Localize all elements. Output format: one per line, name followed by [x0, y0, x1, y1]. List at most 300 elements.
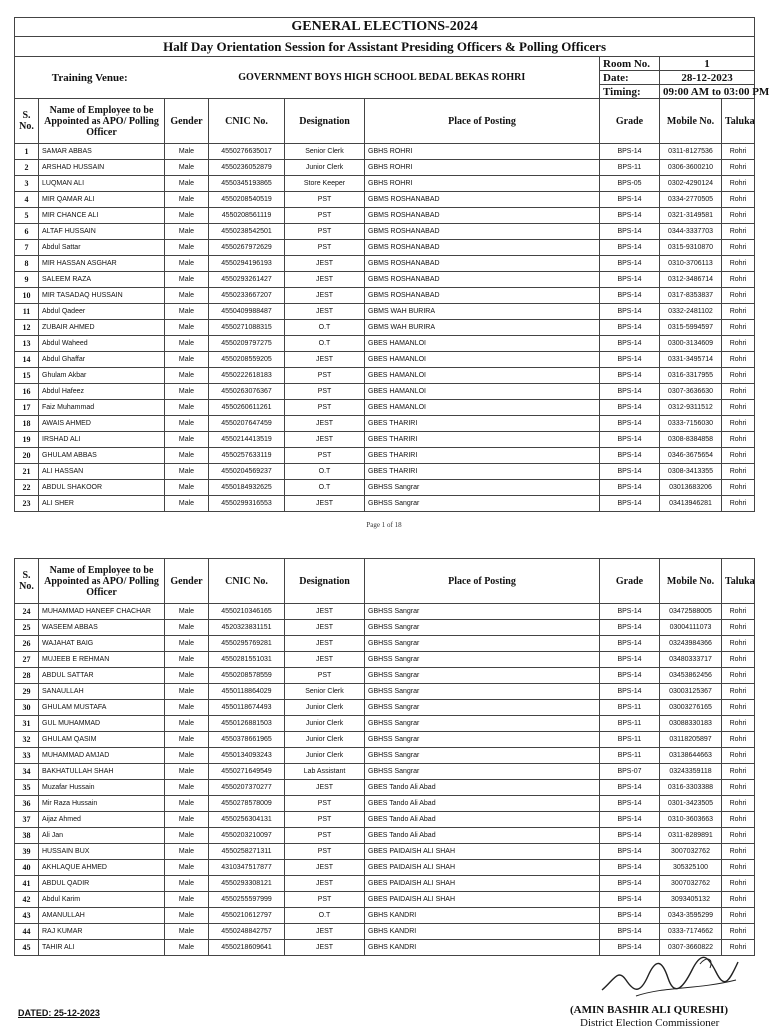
continuation-table — [14, 558, 755, 956]
cell-sno: 16 — [15, 384, 39, 400]
cell-cnic: 4550409988487 — [209, 304, 285, 320]
col-posting: Place of Posting — [365, 99, 600, 144]
table-row — [15, 668, 755, 684]
col-cnic: CNIC No. — [209, 559, 285, 604]
cell-taluka: Rohri — [722, 352, 755, 368]
cell-designation: Junior Clerk — [285, 748, 365, 764]
cell-posting: GBHS ROHRI — [365, 144, 600, 160]
cell-name: SANAULLAH — [39, 684, 165, 700]
cell-posting: GBHS ROHRI — [365, 160, 600, 176]
col-mobile: Mobile No. — [660, 559, 722, 604]
cell-sno: 45 — [15, 940, 39, 956]
cell-mobile: 0316-3303388 — [660, 780, 722, 796]
cell-designation: PST — [285, 892, 365, 908]
cell-grade: BPS-14 — [600, 604, 660, 620]
cell-grade: BPS-14 — [600, 352, 660, 368]
cell-taluka: Rohri — [722, 876, 755, 892]
cell-designation: JEST — [285, 780, 365, 796]
cell-posting: GBES HAMANLOI — [365, 400, 600, 416]
table-row — [15, 400, 755, 416]
cell-taluka: Rohri — [722, 604, 755, 620]
cell-posting: GBMS ROSHANABAD — [365, 192, 600, 208]
cell-name: ABDUL SATTAR — [39, 668, 165, 684]
table-row — [15, 288, 755, 304]
cell-name: Ali Jan — [39, 828, 165, 844]
cell-taluka: Rohri — [722, 812, 755, 828]
cell-sno: 27 — [15, 652, 39, 668]
cell-grade: BPS-05 — [600, 176, 660, 192]
cell-name: Faiz Muhammad — [39, 400, 165, 416]
cell-mobile: 0306-3600210 — [660, 160, 722, 176]
cell-gender: Male — [165, 304, 209, 320]
cell-grade: BPS-14 — [600, 780, 660, 796]
cell-cnic: 4550378661965 — [209, 732, 285, 748]
cell-cnic: 4550255597999 — [209, 892, 285, 908]
table-row — [15, 604, 755, 620]
cell-grade: BPS-14 — [600, 192, 660, 208]
employee-rows-page-1 — [15, 144, 755, 512]
cell-mobile: 0315-9310870 — [660, 240, 722, 256]
date-label: Date: — [600, 71, 660, 85]
table-row — [15, 480, 755, 496]
cell-posting: GBHS KANDRI — [365, 908, 600, 924]
cell-posting: GBES PAIDAISH ALI SHAH — [365, 860, 600, 876]
cell-cnic: 4550345193865 — [209, 176, 285, 192]
cell-designation: JEST — [285, 352, 365, 368]
cell-gender: Male — [165, 828, 209, 844]
cell-gender: Male — [165, 892, 209, 908]
col-designation: Designation — [285, 559, 365, 604]
cell-taluka: Rohri — [722, 496, 755, 512]
cell-grade: BPS-14 — [600, 448, 660, 464]
cell-sno: 28 — [15, 668, 39, 684]
table-row — [15, 384, 755, 400]
cell-sno: 14 — [15, 352, 39, 368]
cell-designation: Junior Clerk — [285, 716, 365, 732]
cell-grade: BPS-14 — [600, 416, 660, 432]
cell-posting: GBES THARIRI — [365, 448, 600, 464]
cell-grade: BPS-14 — [600, 892, 660, 908]
table-row — [15, 432, 755, 448]
cell-name: ALI SHER — [39, 496, 165, 512]
cell-posting: GBMS ROSHANABAD — [365, 288, 600, 304]
cell-taluka: Rohri — [722, 320, 755, 336]
cell-cnic: 4550294196193 — [209, 256, 285, 272]
cell-cnic: 4550207370277 — [209, 780, 285, 796]
cell-grade: BPS-14 — [600, 620, 660, 636]
cell-cnic: 4550210612797 — [209, 908, 285, 924]
cell-designation: JEST — [285, 256, 365, 272]
venue-value: GOVERNMENT BOYS HIGH SCHOOL BEDAL BEKAS ROHRI — [165, 57, 600, 99]
cell-gender: Male — [165, 256, 209, 272]
cell-cnic: 4550126881503 — [209, 716, 285, 732]
col-grade: Grade — [600, 99, 660, 144]
cell-taluka: Rohri — [722, 828, 755, 844]
cell-name: BAKHATULLAH SHAH — [39, 764, 165, 780]
cell-gender: Male — [165, 496, 209, 512]
cell-name: Abdul Ghaffar — [39, 352, 165, 368]
signature-icon — [596, 950, 746, 1002]
cell-mobile: 03472588005 — [660, 604, 722, 620]
col-name: Name of Employee to be Appointed as APO/ Polling Officer — [39, 99, 165, 144]
cell-sno: 35 — [15, 780, 39, 796]
cell-designation: O.T — [285, 480, 365, 496]
cell-gender: Male — [165, 636, 209, 652]
cell-posting: GBMS ROSHANABAD — [365, 208, 600, 224]
cell-mobile: 3007032762 — [660, 876, 722, 892]
cell-taluka: Rohri — [722, 176, 755, 192]
cell-mobile: 03003276165 — [660, 700, 722, 716]
cell-name: TAHIR ALI — [39, 940, 165, 956]
cell-sno: 43 — [15, 908, 39, 924]
cell-cnic: 4550248842757 — [209, 924, 285, 940]
col-designation: Designation — [285, 99, 365, 144]
cell-name: GUL MUHAMMAD — [39, 716, 165, 732]
cell-posting: GBHSS Sangrar — [365, 764, 600, 780]
cell-mobile: 0315-5994597 — [660, 320, 722, 336]
cell-name: ABDUL SHAKOOR — [39, 480, 165, 496]
cell-mobile: 0301-3423505 — [660, 796, 722, 812]
cell-mobile: 0307-3660822 — [660, 940, 722, 956]
cell-grade: BPS-14 — [600, 496, 660, 512]
cell-cnic: 4550236052879 — [209, 160, 285, 176]
cell-grade: BPS-14 — [600, 208, 660, 224]
cell-mobile: 03088330183 — [660, 716, 722, 732]
col-taluka: Taluka — [722, 559, 755, 604]
cell-sno: 18 — [15, 416, 39, 432]
cell-grade: BPS-14 — [600, 400, 660, 416]
table-row — [15, 304, 755, 320]
cell-grade: BPS-14 — [600, 224, 660, 240]
cell-cnic: 4550218609641 — [209, 940, 285, 956]
cell-grade: BPS-14 — [600, 908, 660, 924]
cell-gender: Male — [165, 368, 209, 384]
cell-sno: 22 — [15, 480, 39, 496]
cell-mobile: 0311-8127536 — [660, 144, 722, 160]
cell-taluka: Rohri — [722, 636, 755, 652]
cell-cnic: 4550260611261 — [209, 400, 285, 416]
cell-name: GHULAM ABBAS — [39, 448, 165, 464]
table-row — [15, 684, 755, 700]
cell-grade: BPS-14 — [600, 860, 660, 876]
cell-cnic: 4550293308121 — [209, 876, 285, 892]
cell-taluka: Rohri — [722, 240, 755, 256]
cell-mobile: 0300-3134609 — [660, 336, 722, 352]
cell-gender: Male — [165, 700, 209, 716]
cell-designation: JEST — [285, 652, 365, 668]
cell-cnic: 4550208540519 — [209, 192, 285, 208]
cell-posting: GBMS ROSHANABAD — [365, 256, 600, 272]
cell-designation: O.T — [285, 320, 365, 336]
cell-mobile: 0312-9311512 — [660, 400, 722, 416]
cell-sno: 1 — [15, 144, 39, 160]
cell-cnic: 4550210346165 — [209, 604, 285, 620]
cell-grade: BPS-14 — [600, 796, 660, 812]
cell-grade: BPS-14 — [600, 684, 660, 700]
cell-designation: JEST — [285, 876, 365, 892]
cell-posting: GBES PAIDAISH ALI SHAH — [365, 892, 600, 908]
cell-name: Abdul Hafeez — [39, 384, 165, 400]
cell-sno: 41 — [15, 876, 39, 892]
room-value: 1 — [660, 57, 755, 71]
table-row — [15, 320, 755, 336]
cell-mobile: 03003125367 — [660, 684, 722, 700]
cell-grade: BPS-14 — [600, 812, 660, 828]
cell-taluka: Rohri — [722, 400, 755, 416]
cell-posting: GBHS ROHRI — [365, 176, 600, 192]
employee-rows-page-2 — [15, 604, 755, 956]
cell-mobile: 03243984366 — [660, 636, 722, 652]
cell-gender: Male — [165, 288, 209, 304]
dated-label: DATED: 25-12-2023 — [18, 1008, 100, 1018]
cell-gender: Male — [165, 272, 209, 288]
cell-sno: 38 — [15, 828, 39, 844]
cell-name: MIR CHANCE ALI — [39, 208, 165, 224]
table-row — [15, 272, 755, 288]
cell-name: ZUBAIR AHMED — [39, 320, 165, 336]
cell-designation: PST — [285, 668, 365, 684]
cell-posting: GBES HAMANLOI — [365, 352, 600, 368]
cell-mobile: 0333-7174662 — [660, 924, 722, 940]
cell-name: GHULAM QASIM — [39, 732, 165, 748]
cell-name: MIR QAMAR ALI — [39, 192, 165, 208]
cell-gender: Male — [165, 940, 209, 956]
table-row — [15, 764, 755, 780]
page-number: Page 1 of 18 — [366, 521, 402, 529]
cell-gender: Male — [165, 416, 209, 432]
cell-gender: Male — [165, 748, 209, 764]
cell-sno: 24 — [15, 604, 39, 620]
table-row — [15, 448, 755, 464]
timing-value: 09:00 AM to 03:00 PM — [660, 85, 755, 99]
cell-designation: JEST — [285, 604, 365, 620]
signatory-title: District Election Commissioner — [580, 1017, 720, 1029]
cell-mobile: 0317-8353837 — [660, 288, 722, 304]
col-grade: Grade — [600, 559, 660, 604]
cell-posting: GBMS ROSHANABAD — [365, 224, 600, 240]
page-2 — [14, 558, 754, 956]
cell-sno: 13 — [15, 336, 39, 352]
cell-grade: BPS-14 — [600, 256, 660, 272]
cell-posting: GBHSS Sangrar — [365, 732, 600, 748]
cell-gender: Male — [165, 400, 209, 416]
cell-posting: GBHS KANDRI — [365, 924, 600, 940]
col-taluka: Taluka — [722, 99, 755, 144]
cell-mobile: 0310-3706113 — [660, 256, 722, 272]
cell-posting: GBES PAIDAISH ALI SHAH — [365, 844, 600, 860]
header-table — [14, 17, 769, 512]
cell-designation: O.T — [285, 908, 365, 924]
table-row — [15, 208, 755, 224]
cell-designation: JEST — [285, 416, 365, 432]
cell-taluka: Rohri — [722, 464, 755, 480]
cell-gender: Male — [165, 480, 209, 496]
cell-gender: Male — [165, 860, 209, 876]
cell-designation: PST — [285, 240, 365, 256]
cell-gender: Male — [165, 684, 209, 700]
cell-taluka: Rohri — [722, 480, 755, 496]
cell-grade: BPS-14 — [600, 940, 660, 956]
cell-posting: GBMS WAH BURIRA — [365, 304, 600, 320]
cell-mobile: 0344-3337703 — [660, 224, 722, 240]
cell-sno: 25 — [15, 620, 39, 636]
cell-name: MIR HASSAN ASGHAR — [39, 256, 165, 272]
table-row — [15, 144, 755, 160]
cell-taluka: Rohri — [722, 796, 755, 812]
cell-name: ALTAF HUSSAIN — [39, 224, 165, 240]
cell-name: ALI HASSAN — [39, 464, 165, 480]
cell-posting: GBHSS Sangrar — [365, 700, 600, 716]
table-row — [15, 812, 755, 828]
cell-gender: Male — [165, 432, 209, 448]
cell-cnic: 4310347517877 — [209, 860, 285, 876]
cell-name: Abdul Sattar — [39, 240, 165, 256]
cell-taluka: Rohri — [722, 844, 755, 860]
cell-gender: Male — [165, 352, 209, 368]
col-sno: S. No. — [15, 99, 39, 144]
cell-designation: JEST — [285, 288, 365, 304]
cell-name: ARSHAD HUSSAIN — [39, 160, 165, 176]
cell-posting: GBES HAMANLOI — [365, 336, 600, 352]
col-name: Name of Employee to be Appointed as APO/ Polling Officer — [39, 559, 165, 604]
table-row — [15, 700, 755, 716]
cell-gender: Male — [165, 812, 209, 828]
cell-posting: GBHS KANDRI — [365, 940, 600, 956]
cell-taluka: Rohri — [722, 208, 755, 224]
cell-posting: GBHSS Sangrar — [365, 604, 600, 620]
cell-name: MIR TASADAQ HUSSAIN — [39, 288, 165, 304]
cell-sno: 44 — [15, 924, 39, 940]
table-row — [15, 368, 755, 384]
cell-gender: Male — [165, 224, 209, 240]
cell-gender: Male — [165, 780, 209, 796]
cell-name: IRSHAD ALI — [39, 432, 165, 448]
signatory-name: (AMIN BASHIR ALI QURESHI) — [570, 1004, 728, 1016]
cell-sno: 32 — [15, 732, 39, 748]
cell-cnic: 4550271088315 — [209, 320, 285, 336]
cell-grade: BPS-14 — [600, 304, 660, 320]
cell-cnic: 4550204569237 — [209, 464, 285, 480]
cell-gender: Male — [165, 732, 209, 748]
table-row — [15, 160, 755, 176]
cell-posting: GBHSS Sangrar — [365, 684, 600, 700]
cell-sno: 36 — [15, 796, 39, 812]
cell-name: Muzafar Hussain — [39, 780, 165, 796]
col-posting: Place of Posting — [365, 559, 600, 604]
cell-name: SAMAR ABBAS — [39, 144, 165, 160]
cell-cnic: 4550278578009 — [209, 796, 285, 812]
cell-name: Mir Raza Hussain — [39, 796, 165, 812]
cell-mobile: 03138644663 — [660, 748, 722, 764]
cell-posting: GBHSS Sangrar — [365, 652, 600, 668]
cell-mobile: 03453862456 — [660, 668, 722, 684]
cell-cnic: 4550209797275 — [209, 336, 285, 352]
table-row — [15, 860, 755, 876]
cell-posting: GBHSS Sangrar — [365, 748, 600, 764]
cell-name: AKHLAQUE AHMED — [39, 860, 165, 876]
cell-sno: 26 — [15, 636, 39, 652]
table-row — [15, 828, 755, 844]
cell-taluka: Rohri — [722, 700, 755, 716]
cell-cnic: 4550208561119 — [209, 208, 285, 224]
cell-gender: Male — [165, 208, 209, 224]
cell-cnic: 4550263076367 — [209, 384, 285, 400]
cell-mobile: 0343-3595299 — [660, 908, 722, 924]
cell-taluka: Rohri — [722, 716, 755, 732]
cell-gender: Male — [165, 336, 209, 352]
cell-taluka: Rohri — [722, 860, 755, 876]
timing-label: Timing: — [600, 85, 660, 99]
cell-grade: BPS-14 — [600, 480, 660, 496]
cell-cnic: 4550214413519 — [209, 432, 285, 448]
cell-designation: Store Keeper — [285, 176, 365, 192]
cell-cnic: 4550295769281 — [209, 636, 285, 652]
cell-posting: GBMS ROSHANABAD — [365, 272, 600, 288]
table-row — [15, 732, 755, 748]
cell-gender: Male — [165, 240, 209, 256]
cell-gender: Male — [165, 764, 209, 780]
cell-sno: 10 — [15, 288, 39, 304]
cell-mobile: 03243359118 — [660, 764, 722, 780]
cell-taluka: Rohri — [722, 336, 755, 352]
cell-mobile: 0334-2770505 — [660, 192, 722, 208]
venue-label: Training Venue: — [15, 57, 165, 99]
table-row — [15, 464, 755, 480]
cell-sno: 6 — [15, 224, 39, 240]
cell-cnic: 4550267972629 — [209, 240, 285, 256]
cell-sno: 7 — [15, 240, 39, 256]
cell-name: Abdul Qadeer — [39, 304, 165, 320]
cell-gender: Male — [165, 924, 209, 940]
cell-taluka: Rohri — [722, 780, 755, 796]
date-value: 28-12-2023 — [660, 71, 755, 85]
cell-cnic: 4550293261427 — [209, 272, 285, 288]
cell-taluka: Rohri — [722, 908, 755, 924]
cell-gender: Male — [165, 668, 209, 684]
cell-designation: PST — [285, 192, 365, 208]
cell-posting: GBES HAMANLOI — [365, 384, 600, 400]
col-gender: Gender — [165, 559, 209, 604]
cell-mobile: 0308-3413355 — [660, 464, 722, 480]
cell-gender: Male — [165, 604, 209, 620]
cell-taluka: Rohri — [722, 416, 755, 432]
cell-mobile: 03413946281 — [660, 496, 722, 512]
cell-designation: PST — [285, 828, 365, 844]
cell-posting: GBES THARIRI — [365, 432, 600, 448]
cell-grade: BPS-14 — [600, 668, 660, 684]
cell-posting: GBMS WAH BURIRA — [365, 320, 600, 336]
cell-posting: GBHSS Sangrar — [365, 480, 600, 496]
cell-name: Ghulam Akbar — [39, 368, 165, 384]
cell-designation: PST — [285, 224, 365, 240]
cell-cnic: 4550281551031 — [209, 652, 285, 668]
cell-cnic: 4550208578559 — [209, 668, 285, 684]
cell-posting: GBES THARIRI — [365, 416, 600, 432]
cell-posting: GBHSS Sangrar — [365, 496, 600, 512]
table-row — [15, 192, 755, 208]
table-row — [15, 796, 755, 812]
table-row — [15, 876, 755, 892]
cell-designation: JEST — [285, 496, 365, 512]
table-row — [15, 636, 755, 652]
cell-designation: PST — [285, 384, 365, 400]
cell-mobile: 305325100 — [660, 860, 722, 876]
cell-sno: 21 — [15, 464, 39, 480]
cell-mobile: 0311-8289891 — [660, 828, 722, 844]
cell-designation: JEST — [285, 620, 365, 636]
cell-mobile: 0307-3636630 — [660, 384, 722, 400]
cell-taluka: Rohri — [722, 160, 755, 176]
